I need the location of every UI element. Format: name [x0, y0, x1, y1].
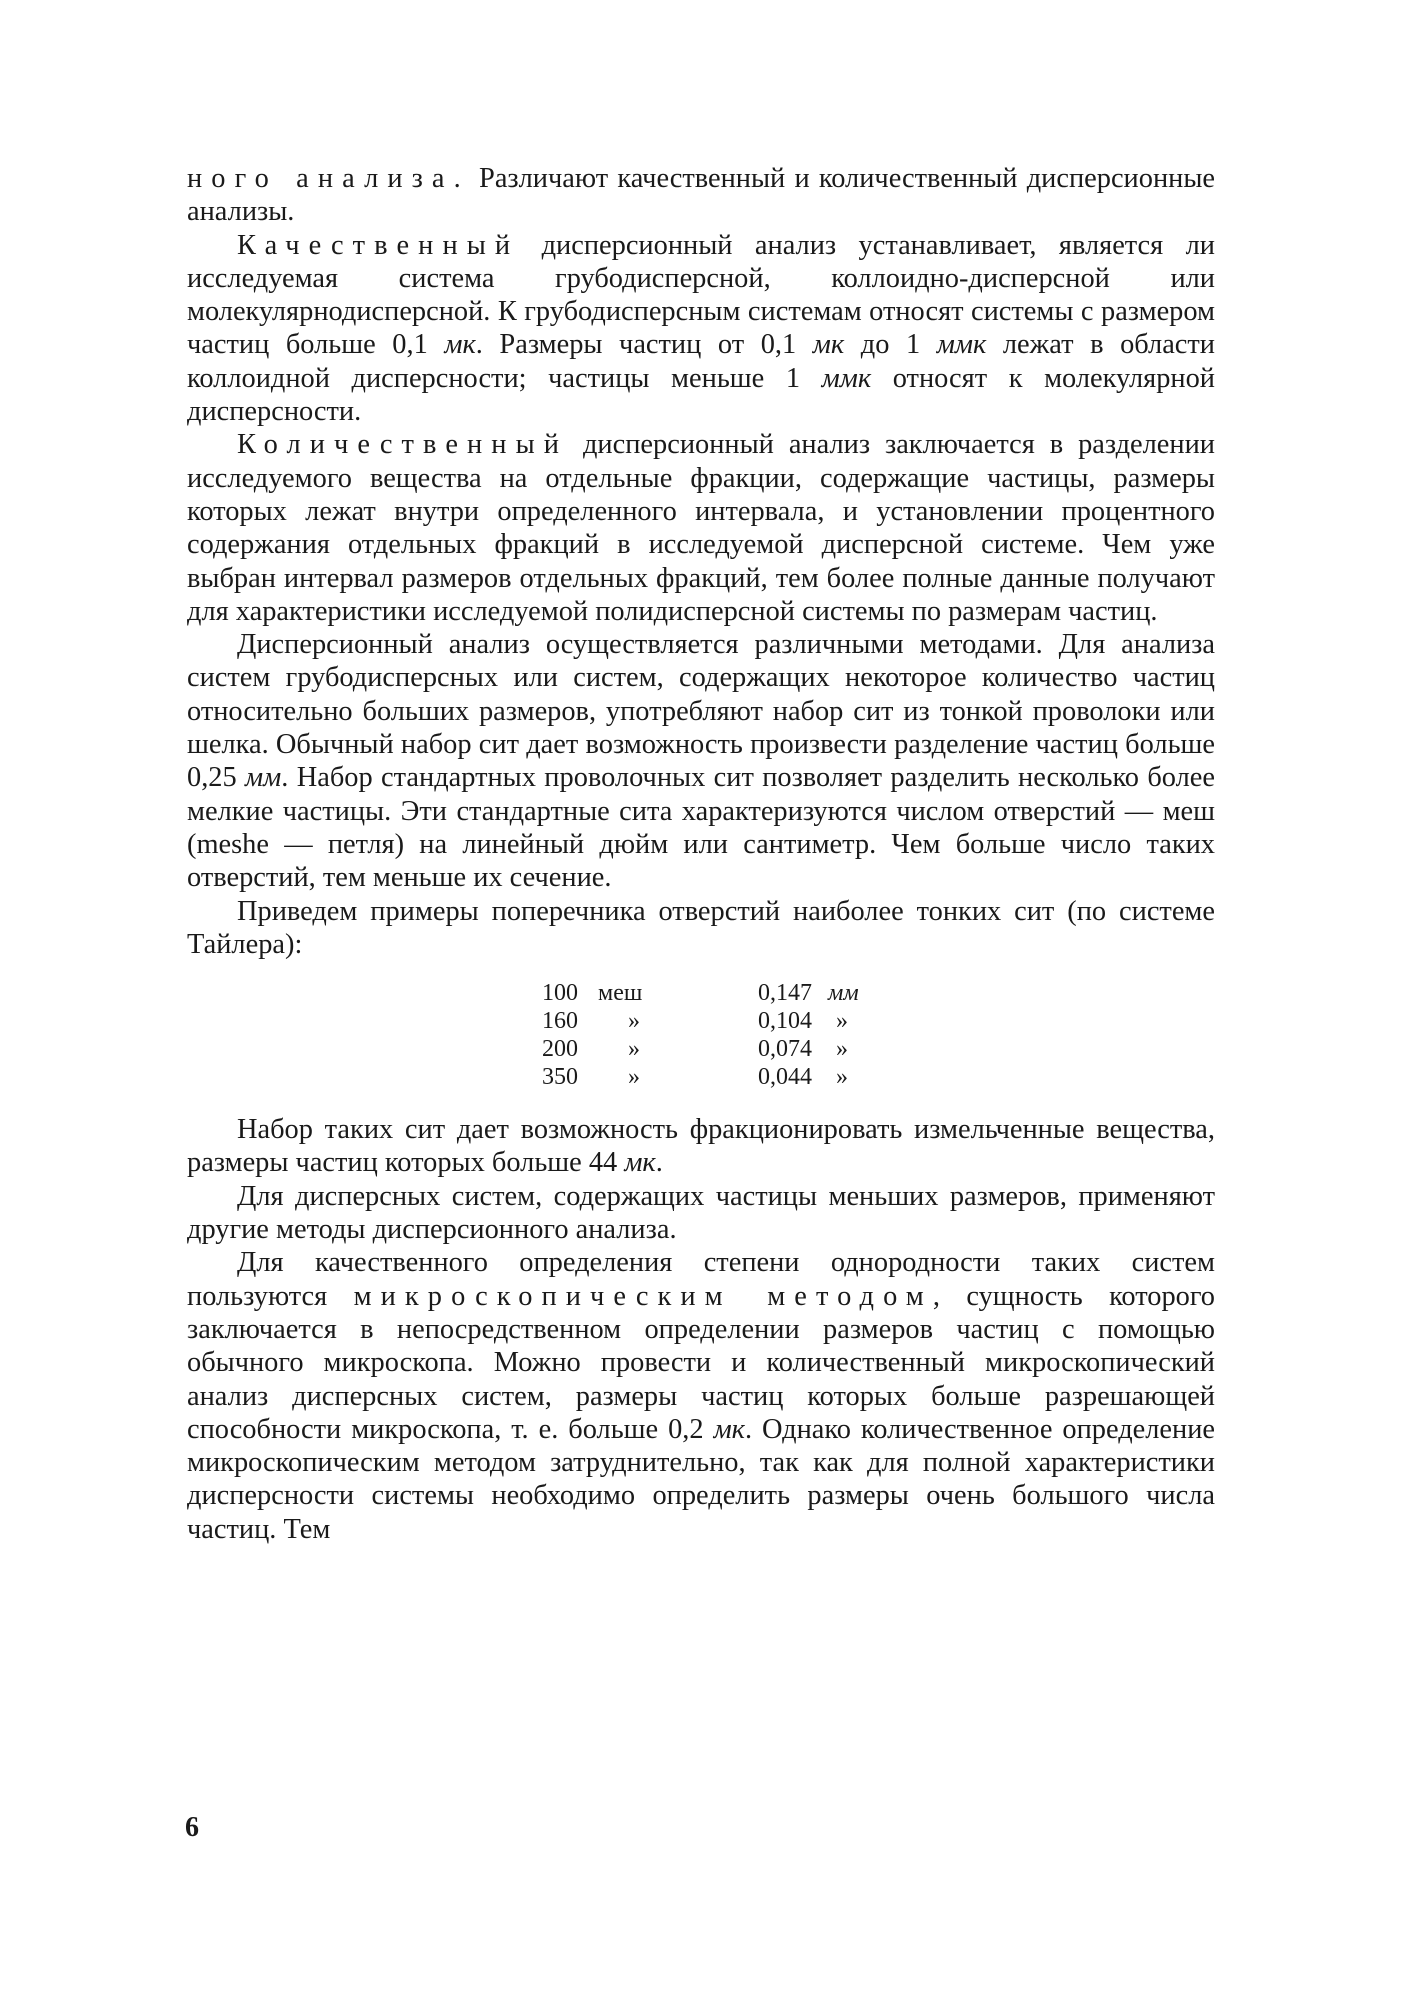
text-column [187, 162, 1215, 1546]
opening-size: 0,074 [758, 1036, 812, 1063]
table-row [542, 1007, 896, 1035]
paragraph-2 [187, 229, 1215, 429]
mesh-unit: » [628, 1064, 640, 1091]
paragraph-6 [187, 1113, 1215, 1180]
paragraph-text: Различают качественный и количественный дисперсионные анализы. [187, 163, 1216, 228]
paragraph-text: Приведем примеры поперечника отверстий наиболее тонких сит (по системе Тайлера): [187, 895, 1215, 960]
paragraph-5 [187, 895, 1215, 962]
unit-label: мк [812, 329, 845, 361]
mesh-unit: » [628, 1036, 640, 1063]
spaced-term: микроскопическим методом [353, 1280, 933, 1312]
table-row [542, 1063, 896, 1091]
paragraph-text: . Размеры частиц от 0,1 [475, 329, 813, 361]
unit-label: мк [713, 1413, 745, 1445]
paragraph-text: до 1 [844, 329, 937, 361]
paragraph-8 [187, 1246, 1215, 1546]
size-unit: мм [828, 980, 859, 1007]
mesh-unit: меш [598, 980, 643, 1007]
paragraph-text: Набор таких сит дает возможность фракционировать измельченные вещества, размеры частиц которых больше 44 [187, 1114, 1215, 1179]
mesh-unit: » [628, 1008, 640, 1035]
spaced-term: Качественный [237, 229, 520, 261]
paragraph-text: Для качественного определения степени однородности таких систем пользуются [187, 1247, 1215, 1312]
unit-label: мк [624, 1147, 656, 1179]
paragraph-text: . Однако количественное определение микроскопическим методом затруднительно, так как для полной характеристики дисперсности системы необходимо определить размеры очень большого числа частиц. Тем [187, 1413, 1216, 1545]
unit-label: мк [444, 329, 476, 361]
spaced-term: ного анализа. [187, 163, 470, 194]
paragraph-text: лежат в области коллоидной дисперсности; частицы меньше 1 [187, 329, 1215, 394]
mesh-count: 200 [542, 1036, 578, 1063]
opening-size: 0,044 [758, 1064, 812, 1091]
sieve-table [542, 979, 896, 1091]
mesh-count: 350 [542, 1064, 578, 1091]
paragraph-text: . Набор стандартных проволочных сит позволяет разделить несколько более мелкие частицы. Эти стандартные сита характеризуются числом отверстий — меш (meshe — петля) на линейный дюйм или сантиметр. Чем больше число таких отверстий, тем меньше их сечение. [187, 762, 1215, 894]
paragraph-text: дисперсионный анализ устанавливает, является ли исследуемая система грубодисперсной, коллоидно-дисперсной или молекулярнодисперсной. К грубодисперсным системам относят системы с размером частиц больше 0,1 [187, 229, 1215, 361]
paragraph-1 [187, 162, 1215, 229]
mesh-count: 160 [542, 1008, 578, 1035]
size-unit: » [836, 1064, 848, 1091]
paragraph-text: . [655, 1147, 663, 1179]
paragraph-3 [187, 428, 1215, 628]
unit-label: мм [245, 762, 282, 794]
size-unit: » [836, 1008, 848, 1035]
paragraph-4 [187, 628, 1215, 894]
table-row [542, 979, 896, 1007]
paragraph-text: относят к молекулярной дисперсности. [187, 362, 1215, 428]
paragraph-text: , сущность которого заключается в непосредственном определении размеров частиц с помощью обычного микроскопа. Можно провести и количественный микроскопический анализ дисперсных систем, размеры частиц которых больше разрешающей способности микроскопа, т. е. больше 0,2 [187, 1280, 1216, 1445]
mesh-count: 100 [542, 980, 578, 1007]
unit-label: ммк [821, 362, 872, 394]
paragraph-text: Для дисперсных систем, содержащих частицы меньших размеров, применяют другие методы дисперсионного анализа. [187, 1180, 1215, 1246]
paragraph-text: Дисперсионный анализ осуществляется различными методами. Для анализа систем грубодисперсных или систем, содержащих некоторое количество частиц относительно больших размеров, употребляют набор сит из тонкой проволоки или шелка. Обычный набор сит дает возможность произвести разделение частиц больше 0,25 [187, 629, 1215, 794]
table-row [542, 1035, 896, 1063]
paragraph-7 [187, 1180, 1215, 1247]
paragraph-text: дисперсионный анализ заключается в разделении исследуемого вещества на отдельные фракции, содержащие частицы, размеры которых лежат внутри определенного интервала, и установлении процентного содержания отдельных фракций в исследуемой дисперсной системе. Чем уже выбран интервал размеров отдельных фракций, тем более полные данные получают для характеристики исследуемой полидисперсной системы по размерам частиц. [187, 429, 1215, 627]
size-unit: » [836, 1036, 848, 1063]
spaced-term: Количественный [237, 429, 569, 461]
opening-size: 0,147 [758, 980, 812, 1007]
opening-size: 0,104 [758, 1008, 812, 1035]
unit-label: ммк [936, 329, 987, 361]
page-number: 6 [185, 1812, 199, 1843]
